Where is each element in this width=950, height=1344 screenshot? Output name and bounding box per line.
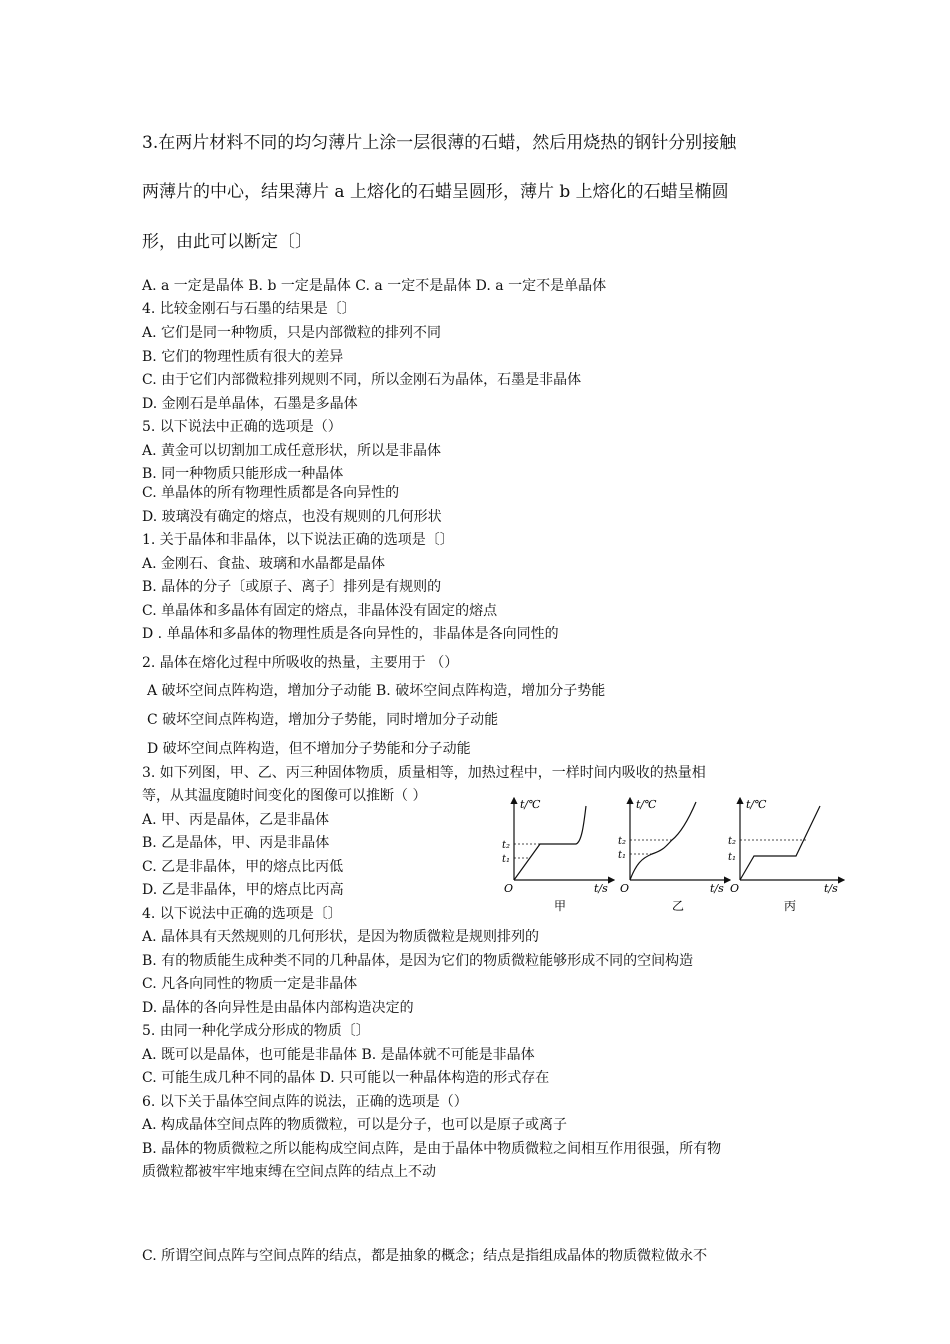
question-3-line-2: 两薄片的中心，结果薄片 a 上熔化的石蜡呈圆形，薄片 b 上熔化的石蜡呈椭圆	[142, 182, 729, 202]
question-3b-option-b: B. 乙是晶体，甲、丙是非晶体	[142, 835, 330, 851]
graph-caption: 丙	[784, 899, 797, 913]
graph-jia	[500, 792, 620, 914]
question-1-option-a: A. 金刚石、食盐、玻璃和水晶都是晶体	[142, 556, 386, 572]
question-4b-option-a: A. 晶体具有天然规则的几何形状，是因为物质微粒是规则排列的	[142, 929, 540, 945]
curve	[630, 802, 696, 880]
question-3b-option-a: A. 甲、丙是晶体，乙是非晶体	[142, 812, 330, 828]
question-6-option-c: C. 所谓空间点阵与空间点阵的结点，都是抽象的概念；结点是指组成晶体的物质微粒做永不	[142, 1248, 708, 1264]
question-1-option-d: D . 单晶体和多晶体的物理性质是各向异性的，非晶体是各向同性的	[142, 626, 559, 642]
question-4b-stem: 4. 以下说法中正确的选项是〔〕	[142, 906, 342, 922]
question-3b-stem-line-1: 3. 如下列图，甲、乙、丙三种固体物质，质量相等，加热过程中，一样时间内吸收的热量相	[142, 765, 706, 781]
curve	[740, 806, 820, 880]
tick-t2: t₂	[728, 836, 737, 847]
question-6-option-a: A. 构成晶体空间点阵的物质微粒，可以是分子，也可以是原子或离子	[142, 1117, 568, 1133]
question-5b-options-ab: A. 既可以是晶体，也可能是非晶体 B. 是晶体就不可能是非晶体	[142, 1047, 535, 1063]
origin-label: O	[620, 882, 630, 895]
question-4b-option-c: C. 凡各向同性的物质一定是非晶体	[142, 976, 358, 992]
y-axis-label: t/℃	[636, 798, 657, 811]
question-5-option-c: C. 单晶体的所有物理性质都是各向异性的	[142, 485, 400, 501]
question-3-options: A. a 一定是晶体 B. b 一定是晶体 C. a 一定不是晶体 D. a 一定不是单晶体	[142, 278, 607, 294]
tick-t2: t₂	[618, 836, 627, 847]
question-4-stem: 4. 比较金刚石与石墨的结果是〔〕	[142, 301, 356, 317]
question-4-option-b: B. 它们的物理性质有很大的差异	[142, 349, 344, 365]
question-3-line-3: 形，由此可以断定〔〕	[142, 232, 312, 252]
question-3-line-1: 3.在两片材料不同的均匀薄片上涂一层很薄的石蜡，然后用烧热的钢针分别接触	[142, 133, 737, 153]
question-1-option-b: B. 晶体的分子〔或原子、离子〕排列是有规则的	[142, 579, 442, 595]
origin-label: O	[504, 882, 514, 895]
question-4-option-a: A. 它们是同一种物质，只是内部微粒的排列不同	[142, 325, 442, 341]
y-axis-label: t/℃	[520, 798, 541, 811]
graph-yi	[616, 792, 736, 914]
question-6-option-b-line-1: B. 晶体的物质微粒之所以能构成空间点阵，是由于晶体中物质微粒之间相互作用很强，所有物	[142, 1141, 722, 1157]
tick-t1: t₁	[728, 852, 737, 863]
x-axis-label: t/s	[824, 882, 838, 895]
question-4b-option-d: D. 晶体的各向异性是由晶体内部构造决定的	[142, 1000, 414, 1016]
tick-t1: t₁	[618, 850, 627, 861]
tick-t1: t₁	[502, 854, 511, 865]
question-2-stem: 2. 晶体在熔化过程中所吸收的热量，主要用于 （）	[142, 655, 459, 671]
question-3b-option-c: C. 乙是非晶体，甲的熔点比丙低	[142, 859, 344, 875]
question-2-option-d: D 破坏空间点阵构造，但不增加分子势能和分子动能	[147, 741, 471, 757]
x-axis-label: t/s	[594, 882, 608, 895]
origin-label: O	[730, 882, 740, 895]
question-5-option-a: A. 黄金可以切割加工成任意形状，所以是非晶体	[142, 443, 442, 459]
question-4b-option-b: B. 有的物质能生成种类不同的几种晶体，是因为它们的物质微粒能够形成不同的空间构造	[142, 953, 694, 969]
question-4-option-d: D. 金刚石是单晶体，石墨是多晶体	[142, 396, 358, 412]
y-axis-label: t/℃	[746, 798, 767, 811]
question-2-options-ab: A 破坏空间点阵构造，增加分子动能 B. 破坏空间点阵构造，增加分子势能	[147, 683, 606, 699]
question-1-option-c: C. 单晶体和多晶体有固定的熔点，非晶体没有固定的熔点	[142, 603, 498, 619]
question-6-stem: 6. 以下关于晶体空间点阵的说法，正确的选项是（）	[142, 1094, 468, 1110]
graph-caption: 乙	[672, 899, 685, 913]
question-5-option-b: B. 同一种物质只能形成一种晶体	[142, 466, 344, 482]
tick-t2: t₂	[502, 840, 511, 851]
question-5-stem: 5. 以下说法中正确的选项是（）	[142, 419, 342, 435]
question-3b-option-d: D. 乙是非晶体，甲的熔点比丙高	[142, 882, 344, 898]
graph-caption: 甲	[554, 899, 567, 913]
question-3b-stem-line-2: 等，从其温度随时间变化的图像可以推断（ ）	[142, 788, 427, 804]
question-6-option-b-line-2: 质微粒都被牢牢地束缚在空间点阵的结点上不动	[142, 1164, 436, 1180]
x-axis-label: t/s	[710, 882, 724, 895]
question-1-stem: 1. 关于晶体和非晶体，以下说法正确的选项是〔〕	[142, 532, 454, 548]
question-5b-options-cd: C. 可能生成几种不同的晶体 D. 只可能以一种晶体构造的形式存在	[142, 1070, 550, 1086]
question-4-option-c: C. 由于它们内部微粒排列规则不同，所以金刚石为晶体，石墨是非晶体	[142, 372, 582, 388]
question-5-option-d: D. 玻璃没有确定的熔点，也没有规则的几何形状	[142, 509, 442, 525]
curve	[514, 806, 586, 880]
graph-bing	[726, 792, 850, 914]
question-5b-stem: 5. 由同一种化学成分形成的物质〔〕	[142, 1023, 370, 1039]
question-2-option-c: C 破坏空间点阵构造，增加分子势能，同时增加分子动能	[147, 712, 499, 728]
